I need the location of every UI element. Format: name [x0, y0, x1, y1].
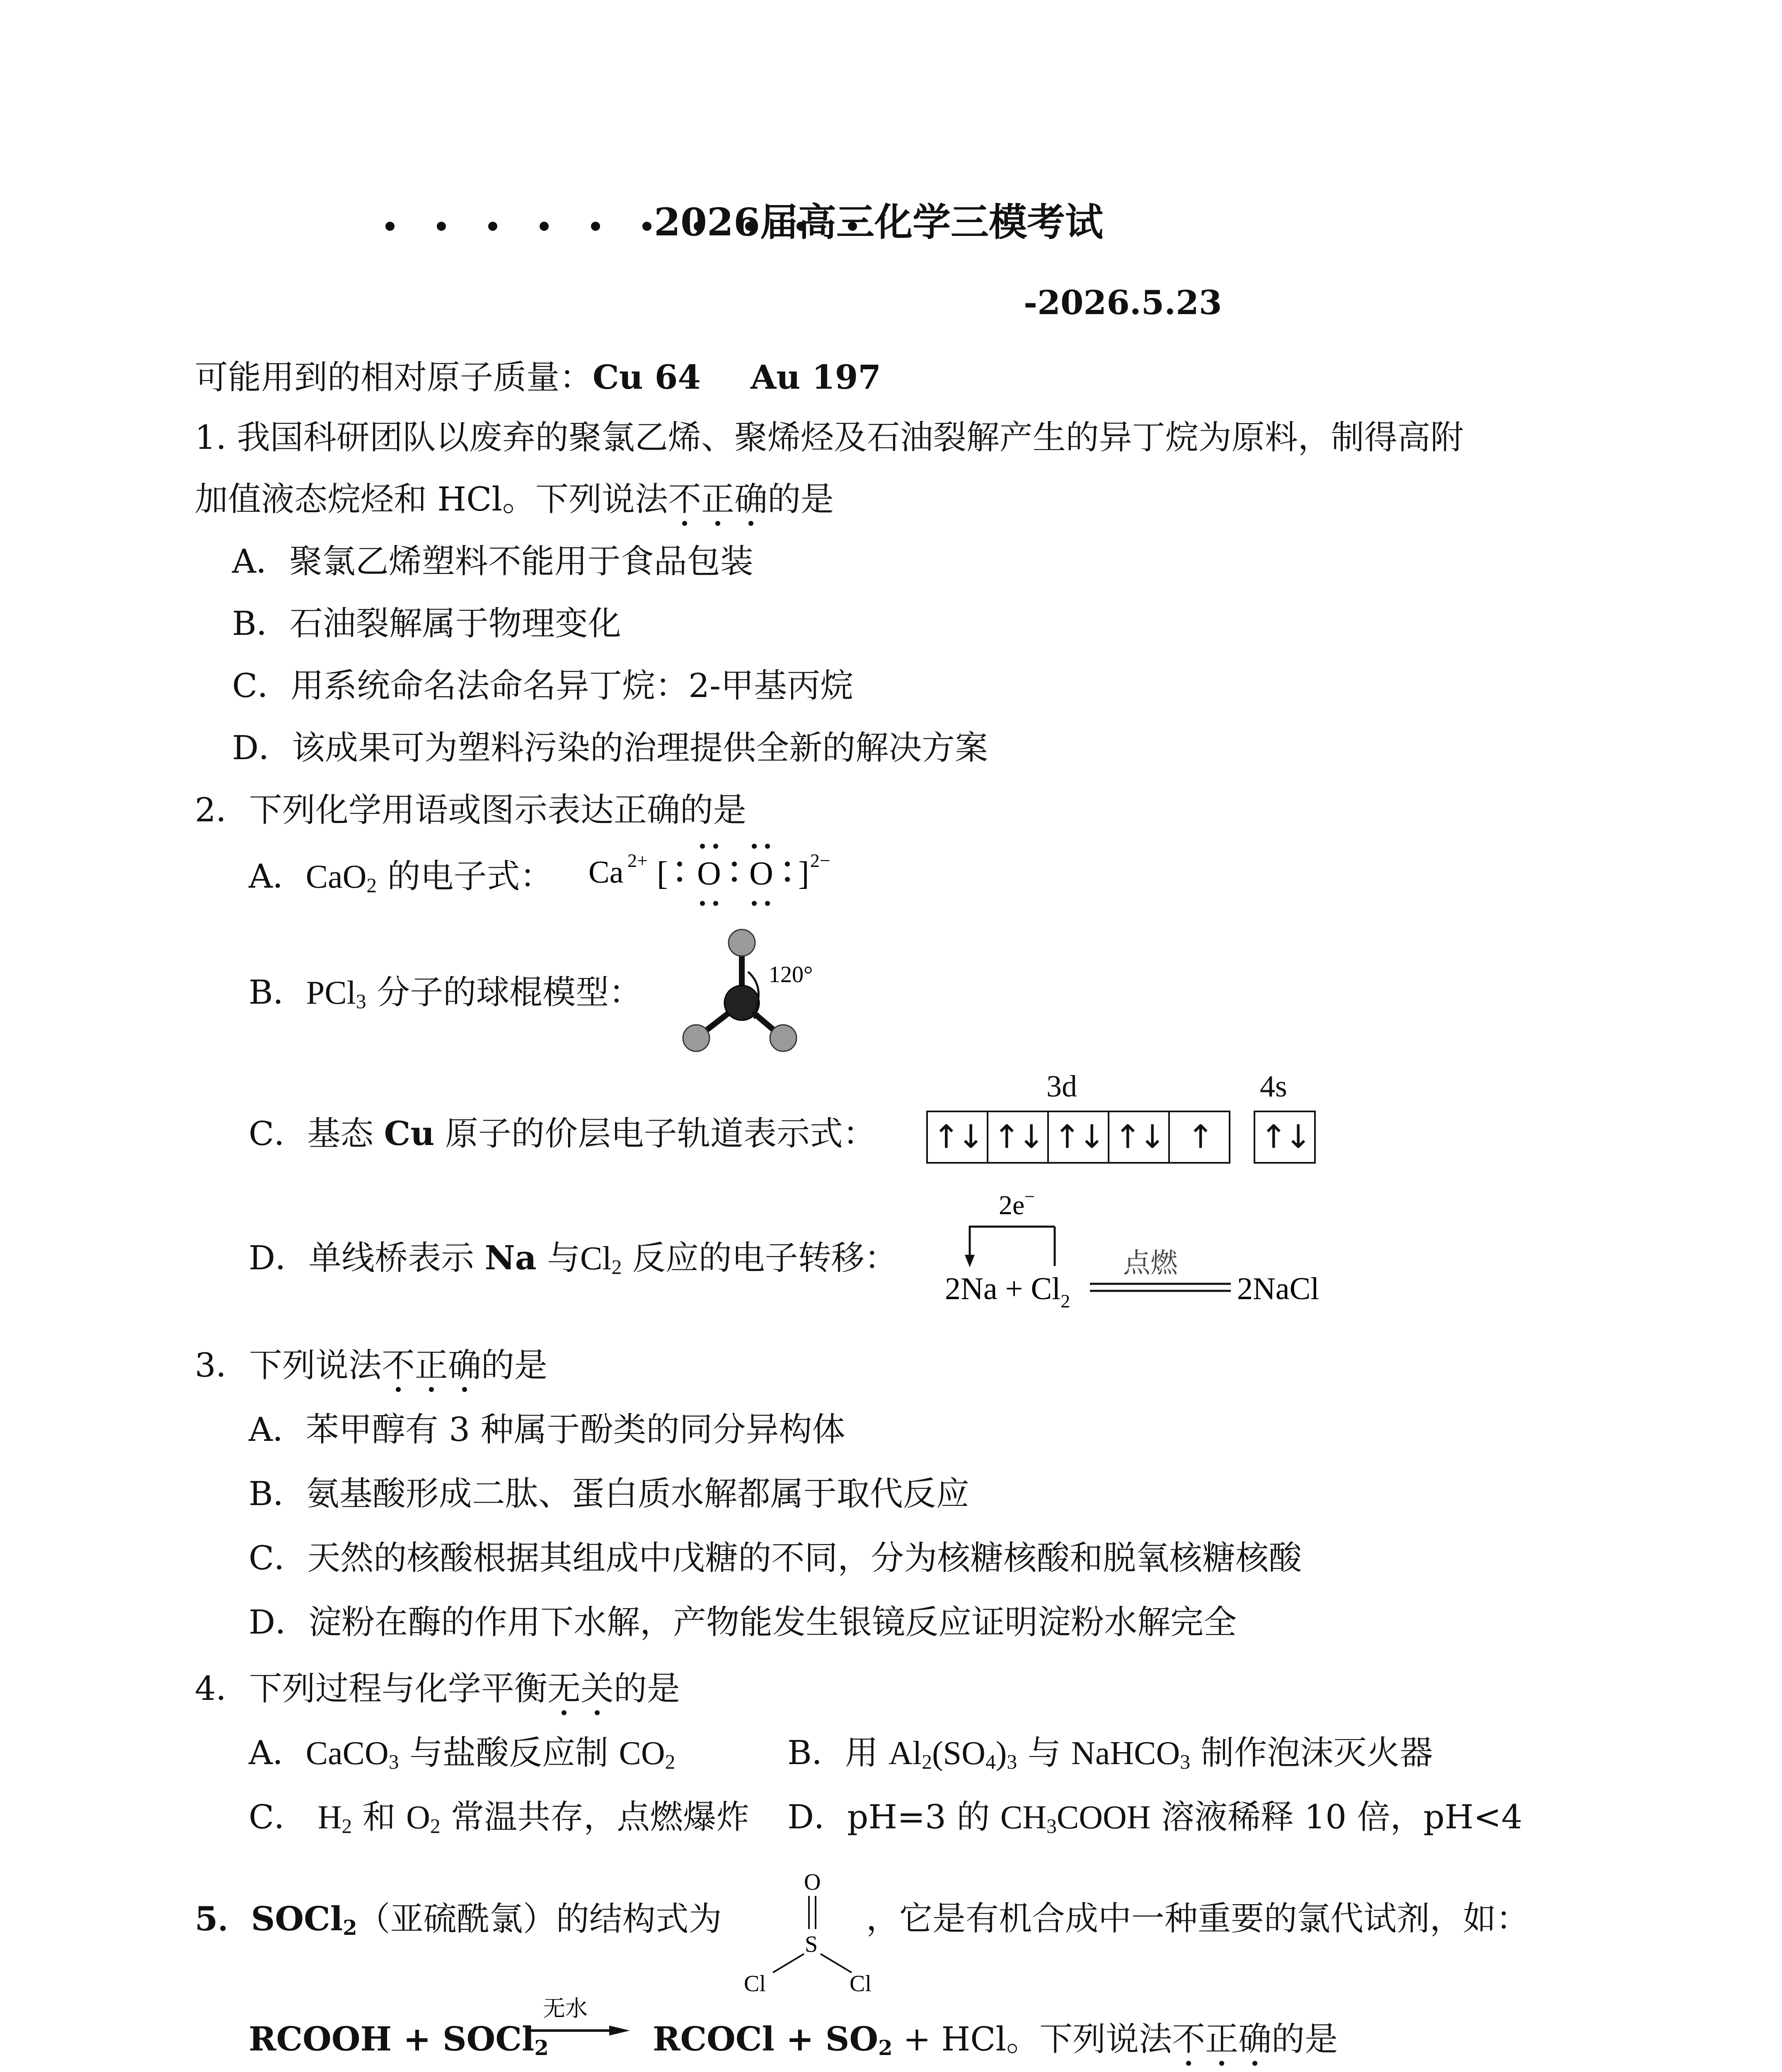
question-5-equation-rhs: RCOCl + $SO_2$ + HCl。下列说法不正确的是 [653, 2019, 1338, 2060]
svg-text:2−: 2− [810, 850, 830, 871]
svg-text:O: O [804, 1869, 821, 1895]
atomic-masses: 可能用到的相对原子质量：Cu 64 Au 197 [195, 358, 881, 397]
emphasis-mark: 关 [580, 1669, 614, 1708]
question-4-option-c: C． $H_2$ 和 $O_2$ 常温共存，点燃爆炸 [249, 1798, 750, 1837]
emphasis-mark: 无 [547, 1669, 581, 1708]
emphasis-mark: 正 [701, 480, 734, 518]
emphasis-mark: 正 [1205, 2020, 1239, 2058]
svg-text:2NaCl: 2NaCl [1237, 1271, 1320, 1306]
question-2-option-a: A．CaO$_2$ 的电子式： [249, 857, 553, 897]
question-3-option-c: C．天然的核酸根据其组成中戊糖的不同，分为核糖核酸和脱氧核糖核酸 [249, 1539, 1302, 1577]
question-3-option-d: D．淀粉在酶的作用下水解，产物能发生银镜反应证明淀粉水解完全 [249, 1603, 1237, 1641]
question-5-stem-tail: ，它是有机合成中一种重要的氯代试剂，如： [866, 1899, 1529, 1938]
question-3-option-b: B．氨基酸形成二肽、蛋白质水解都属于取代反应 [249, 1474, 969, 1513]
question-4-option-d: D．pH=3 的 $CH_3COOH$ 溶液稀释 10 倍，pH<4 [787, 1798, 1523, 1837]
orbital-3d-boxes [926, 1111, 1230, 1164]
orbital-label-4s: 4s [1260, 1070, 1287, 1104]
question-1-option-c: C．用系统命名法命名异丁烷：2-甲基丙烷 [232, 666, 854, 705]
svg-text:S: S [805, 1932, 818, 1957]
question-1-stem-line1: 1. 我国科研团队以废弃的聚氯乙烯、聚烯烃及石油裂解产生的异丁烷为原料，制得高附 [195, 418, 1464, 457]
question-1-option-a: A．聚氯乙烯塑料不能用于食品包装 [232, 542, 753, 581]
exam-date: -2026.5.23 [1024, 283, 1222, 322]
orbital-label-3d: 3d [1046, 1070, 1077, 1104]
question-1-option-b: B．石油裂解属于物理变化 [232, 604, 621, 643]
svg-text:[: [ [657, 855, 668, 892]
emphasis-mark: 确 [734, 480, 768, 518]
emphasis-mark: 确 [448, 1346, 481, 1385]
svg-text:O: O [749, 855, 773, 892]
svg-text:2Na + Cl2: $2Na + Cl_2$ [945, 1271, 1070, 1312]
emphasis-mark: 正 [414, 1346, 448, 1385]
electron-transfer-equation [941, 1185, 1339, 1318]
question-2-option-d: D．单线桥表示 Na 与$Cl_2$ 反应的电子转移： [249, 1238, 898, 1278]
question-4-option-a: A．CaCO$_3$ 与盐酸反应制 $CO_2$ [249, 1733, 676, 1773]
svg-text:Ca: Ca [588, 855, 624, 890]
emphasis-mark: 不 [381, 1346, 415, 1385]
question-2-option-c: C．基态 Cu 原子的价层电子轨道表示式： [249, 1114, 876, 1153]
page-title: 2026届高三化学三模考试 [654, 200, 1104, 244]
svg-text:Cl: Cl [850, 1971, 872, 1997]
svg-text:120°: 120° [769, 962, 813, 988]
svg-text:O: O [697, 855, 721, 892]
orbital-cell: ↑ [1187, 1118, 1212, 1156]
question-2-stem: 2．下列化学用语或图示表达正确的是 [195, 791, 746, 829]
svg-text:无水: 无水 [543, 1996, 588, 2021]
question-5-stem: 5．SOCl$_2$（亚硫酰氯）的结构式为 [195, 1899, 722, 1940]
question-2-option-b: B．PCl$_3$ 分子的球棍模型： [249, 973, 642, 1013]
emphasis-mark: 不 [668, 480, 701, 518]
orbital-cell: ↑↓ [1260, 1118, 1310, 1156]
emphasis-mark: 确 [1238, 2020, 1272, 2058]
orbital-cell: ↑↓ [1049, 1112, 1109, 1162]
svg-text:]: ] [798, 855, 809, 892]
question-5-equation-lhs: RCOOH + SOCl$_2$ [249, 2019, 549, 2060]
orbital-4s-box [1254, 1111, 1316, 1164]
question-1-stem-line2: 加值液态烷烃和 HCl。下列说法不正确的是 [195, 480, 834, 518]
question-1-option-d: D．该成果可为塑料污染的治理提供全新的解决方案 [232, 729, 988, 767]
orbital-cell: ↑↓ [928, 1112, 988, 1162]
svg-text:Cl: Cl [744, 1971, 766, 1997]
pcl3-ball-stick-model [663, 920, 837, 1057]
question-3-option-a: A．苯甲醇有 3 种属于酚类的同分异构体 [249, 1410, 845, 1449]
orbital-cell: ↑↓ [988, 1112, 1049, 1162]
reaction-arrow-anhydrous [526, 1993, 634, 2043]
question-4-stem: 4．下列过程与化学平衡无关的是 [195, 1669, 680, 1708]
cao2-electron-formula [588, 841, 854, 920]
svg-text:点燃: 点燃 [1123, 1248, 1178, 1278]
question-4-option-b: B．用 $Al_2(SO_4)_3$ 与 NaHCO$_3$ 制作泡沫灭火器 [787, 1733, 1433, 1773]
question-3-stem: 3．下列说法不正确的是 [195, 1346, 547, 1385]
emphasis-mark: 不 [1172, 2020, 1206, 2058]
svg-text:2e−: 2e− [999, 1186, 1035, 1220]
svg-text:2+: 2+ [627, 850, 648, 871]
orbital-cell: ↑↓ [1109, 1112, 1170, 1162]
